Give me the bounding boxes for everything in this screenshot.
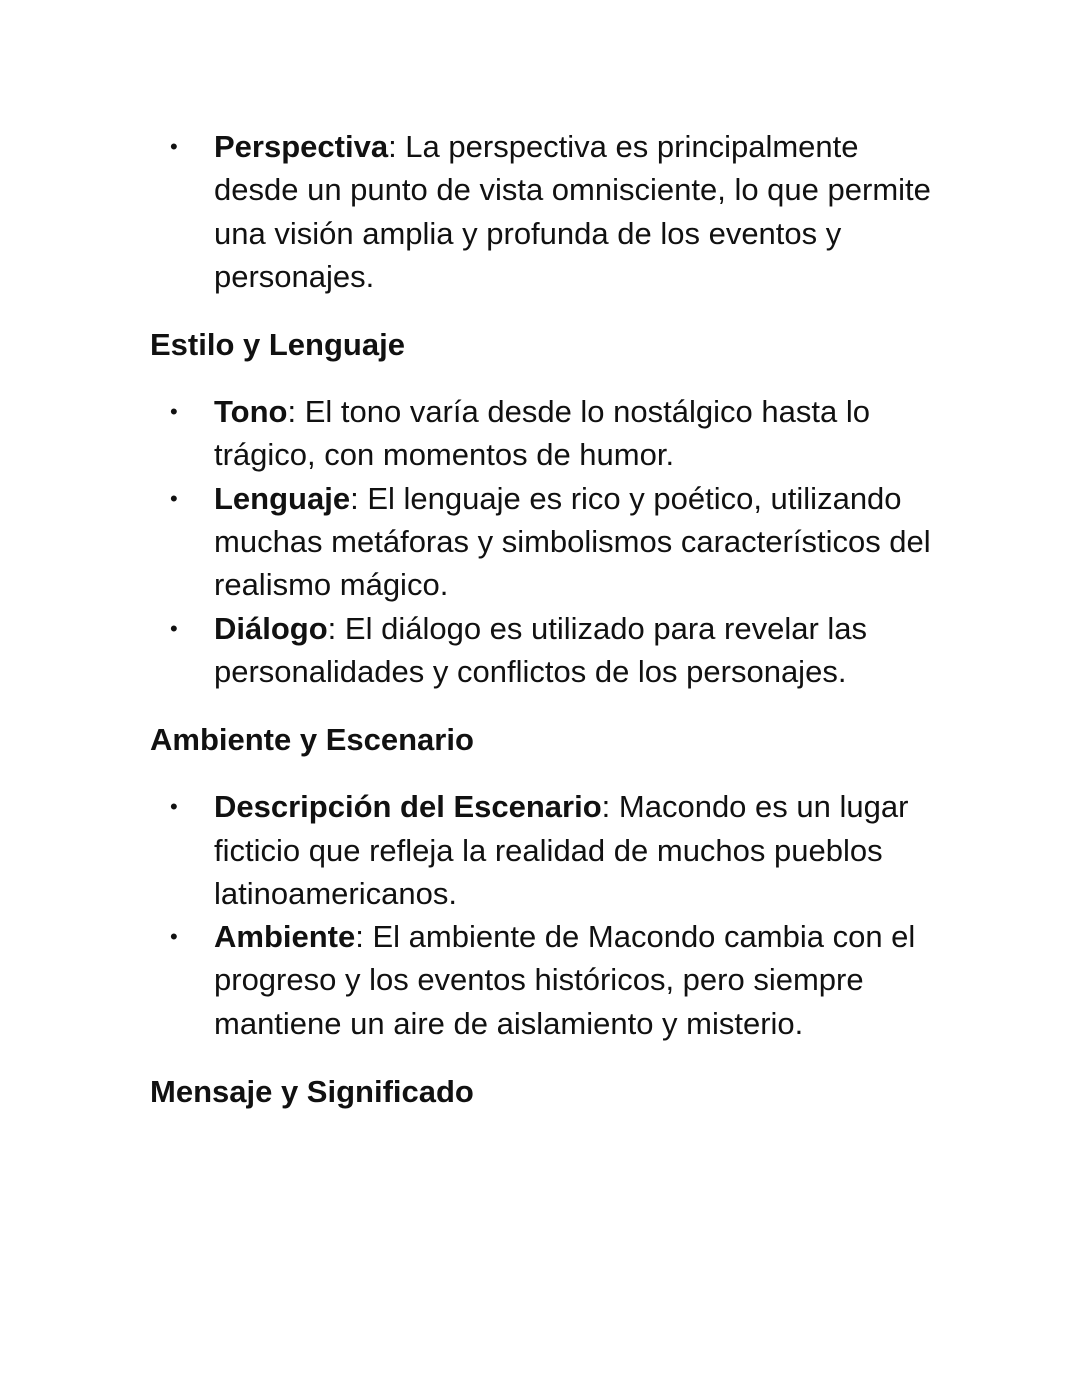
bullet-icon: •	[170, 924, 178, 950]
section-heading-ambiente: Ambiente y Escenario	[150, 722, 474, 758]
item-term: Lenguaje	[214, 480, 351, 516]
bullet-icon: •	[170, 485, 178, 511]
item-term: Ambiente	[214, 919, 356, 955]
bullet-icon: •	[170, 134, 178, 159]
item-text: El diálogo es utilizado para revelar las personalidades y conflictos de los personajes.	[214, 610, 868, 689]
bullet-icon: •	[170, 399, 178, 425]
list-item	[150, 785, 950, 915]
item-text: Macondo es un lugar ficticio que refleja la realidad de muchos pueblos latinoamericanos.	[214, 789, 909, 911]
item-text: El lenguaje es rico y poético, utilizando muchas metáforas y simbolismos característicos del realismo mágico.	[214, 480, 931, 603]
item-term: Perspectiva	[214, 129, 389, 164]
document-body	[150, 125, 950, 1113]
estilo-list	[150, 390, 950, 693]
item-text: La perspectiva es principalmente desde un punto de vista omnisciente, lo que permite una visión amplia y profunda de los eventos y personajes.	[214, 129, 931, 294]
bullet-icon: •	[170, 794, 178, 820]
list-item	[150, 915, 950, 1045]
item-term: Tono	[214, 394, 288, 430]
list-item	[150, 390, 950, 477]
section-heading-mensaje: Mensaje y Significado	[150, 1074, 474, 1110]
item-separator: :	[355, 919, 364, 955]
list-item	[150, 607, 950, 694]
item-separator: :	[350, 480, 359, 516]
item-separator: :	[601, 789, 611, 825]
item-text: El ambiente de Macondo cambia con el progreso y los eventos históricos, pero siempre mantiene un aire de aislamiento y misterio.	[214, 919, 916, 1041]
item-separator: :	[287, 394, 297, 430]
bullet-icon: •	[170, 615, 178, 641]
item-term: Diálogo	[214, 610, 328, 646]
item-separator: :	[388, 129, 397, 164]
list-item	[150, 125, 950, 298]
item-term: Descripción del Escenario	[214, 789, 602, 825]
item-separator: :	[327, 610, 337, 646]
item-text: El tono varía desde lo nostálgico hasta lo trágico, con momentos de humor.	[214, 394, 870, 473]
section-heading-estilo: Estilo y Lenguaje	[150, 327, 405, 363]
ambiente-list	[150, 785, 950, 1045]
perspectiva-list	[150, 125, 950, 298]
list-item	[150, 477, 950, 607]
